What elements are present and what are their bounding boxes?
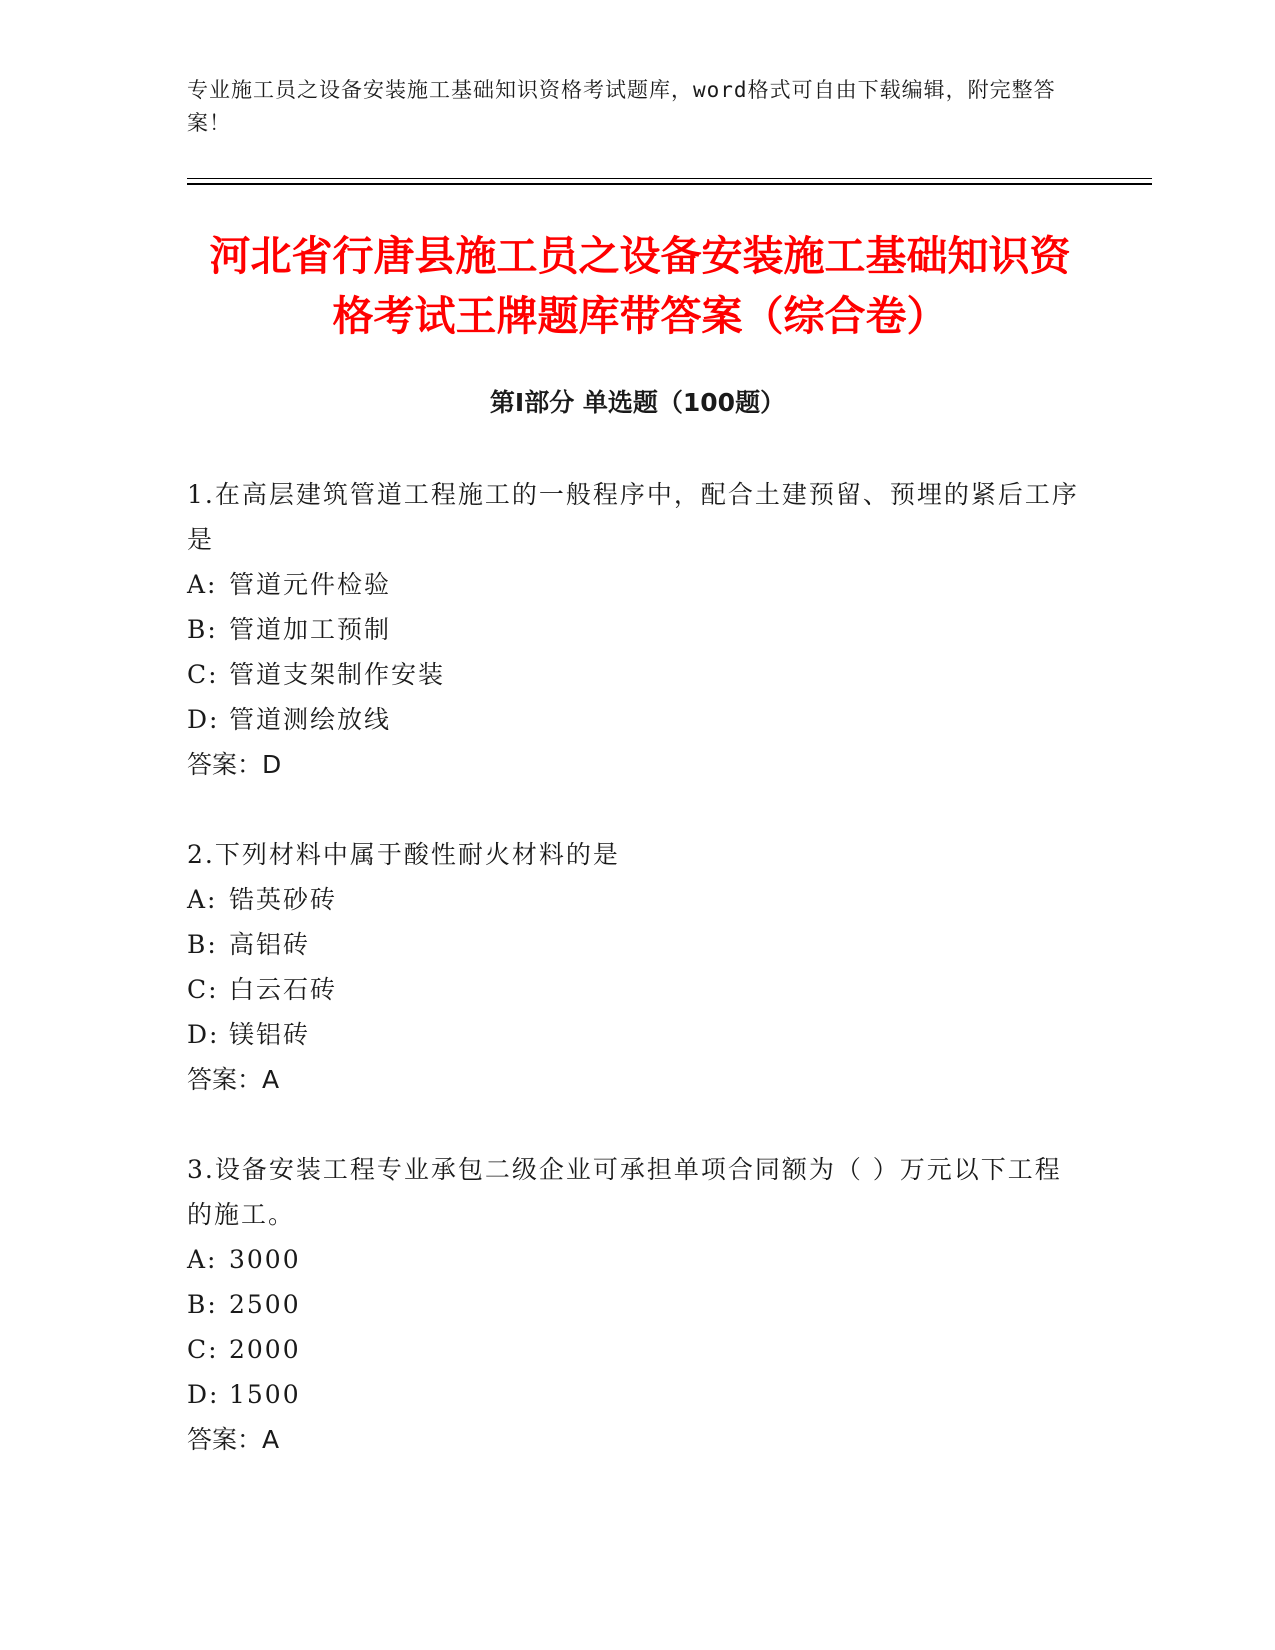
option-a — [187, 877, 1087, 922]
option-b — [187, 922, 1087, 967]
option-label: C: — [187, 975, 219, 1004]
option-label: B: — [187, 1290, 218, 1319]
option-b — [187, 607, 1087, 652]
option-label: C: — [187, 660, 219, 689]
question-text: 2.下列材料中属于酸性耐火材料的是 — [187, 840, 620, 869]
option-c — [187, 652, 1087, 697]
option-label: A: — [187, 570, 218, 599]
option-a — [187, 562, 1087, 607]
option-text: 镁铝砖 — [229, 1020, 311, 1049]
option-label: B: — [187, 615, 218, 644]
question-text: 3.设备安装工程专业承包二级企业可承担单项合同额为（ ）万元以下工程的施工。 — [187, 1155, 1062, 1229]
answer: 答案：A — [187, 1425, 280, 1454]
header-divider-thin — [187, 178, 1152, 179]
option-c — [187, 1327, 1087, 1372]
question-text: 1.在高层建筑管道工程施工的一般程序中，配合土建预留、预埋的紧后工序是 — [187, 480, 1079, 554]
option-text: 2500 — [229, 1290, 301, 1319]
option-text: 2000 — [229, 1335, 301, 1364]
document-title: 河北省行唐县施工员之设备安装施工基础知识资格考试王牌题库带答案（综合卷） — [209, 232, 1071, 340]
question-1 — [187, 472, 1087, 787]
option-label: C: — [187, 1335, 219, 1364]
header-note: 专业施工员之设备安装施工基础知识资格考试题库，word格式可自由下载编辑，附完整答案！ — [187, 78, 1056, 135]
option-text: 管道支架制作安装 — [229, 660, 446, 689]
option-text: 管道加工预制 — [229, 615, 392, 644]
question-3 — [187, 1147, 1087, 1462]
option-d — [187, 1372, 1087, 1417]
option-text: 管道元件检验 — [229, 570, 392, 599]
answer: 答案：D — [187, 750, 282, 779]
option-label: A: — [187, 1245, 218, 1274]
option-label: D: — [187, 1380, 220, 1409]
option-label: D: — [187, 1020, 220, 1049]
question-2 — [187, 832, 1087, 1102]
answer: 答案：A — [187, 1065, 280, 1094]
option-text: 3000 — [229, 1245, 301, 1274]
section-title: 第I部分 单选题（100题） — [489, 388, 786, 417]
option-label: D: — [187, 705, 220, 734]
option-text: 1500 — [229, 1380, 301, 1409]
option-b — [187, 1282, 1087, 1327]
option-text: 高铝砖 — [229, 930, 311, 959]
option-c — [187, 967, 1087, 1012]
question-list — [187, 472, 1087, 1507]
header-divider-thick — [187, 183, 1152, 185]
option-d — [187, 1012, 1087, 1057]
option-text: 锆英砂砖 — [229, 885, 338, 914]
option-a — [187, 1237, 1087, 1282]
option-text: 管道测绘放线 — [229, 705, 392, 734]
option-text: 白云石砖 — [229, 975, 338, 1004]
option-label: A: — [187, 885, 218, 914]
option-label: B: — [187, 930, 218, 959]
option-d — [187, 697, 1087, 742]
